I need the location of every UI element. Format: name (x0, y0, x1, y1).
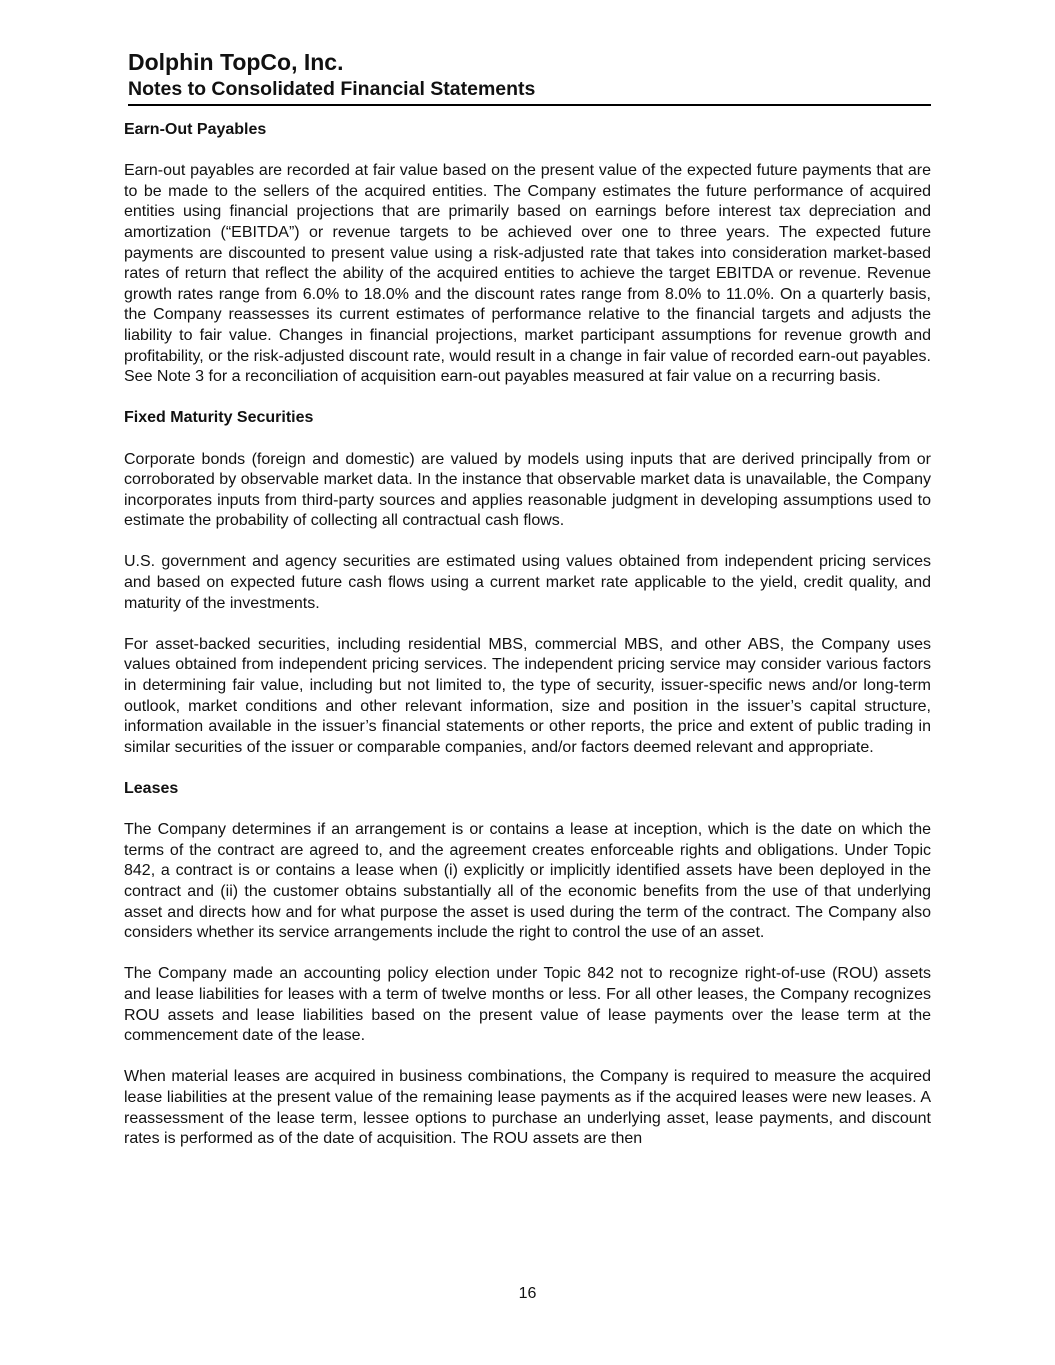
paragraph: Corporate bonds (foreign and domestic) are valued by models using inputs that are derived principally from or corroborated by observable market data. In the instance that observable market data is unavailable, the Company incorporates inputs from third-party sources and applies reasonable judgment in developing assumptions used to estimate the probability of collecting all contractual cash flows. (124, 450, 931, 530)
paragraph: For asset-backed securities, including residential MBS, commercial MBS, and other ABS, the Company uses values obtained from independent pricing services. The independent pricing service may consider various factors in determining fair value, including but not limited to, the type of security, issuer-specific news and/or long-term outlook, market conditions and other relevant information, size and position in the issuer’s capital structure, information available in the issuer’s financial statements or other reports, the price and extent of public trading in similar securities of the issuer or comparable companies, and/or factors deemed relevant and appropriate. (124, 635, 931, 756)
section-heading-leases: Leases (124, 780, 179, 797)
paragraph: Earn-out payables are recorded at fair value based on the present value of the expected future payments that are to be made to the sellers of the acquired entities. The Company estimates the future performance of acquired entities using financial projections that are primarily based on earnings before interest tax depreciation and amortization (“EBITDA”) or revenue targets to be achieved over one to three years. The expected future payments are discounted to present value using a risk-adjusted rate that takes into consideration market-based rates of return that reflect the ability of the acquired entities to achieve the target EBITDA or revenue. Revenue growth rates range from 6.0% to 18.0% and the discount rates range from 8.0% to 11.0%. On a quarterly basis, the Company reassesses its current estimates of performance relative to the financial targets and adjusts the liability to fair value. Changes in financial projections, market participant assumptions for revenue growth and profitability, or the risk-adjusted discount rate, would result in a change in fair value of recorded earn-out payables. See Note 3 for a reconciliation of acquisition earn-out payables measured at fair value on a recurring basis. (124, 162, 931, 386)
paragraph: When material leases are acquired in business combinations, the Company is required to measure the acquired lease liabilities at the present value of the remaining lease payments as if the acquired leases were new leases. A reassessment of the lease term, lessee options to purchase an underlying asset, lease payments, and discount rates is performed as of the date of acquisition. The ROU assets are then (124, 1068, 931, 1148)
paragraph: The Company determines if an arrangement is or contains a lease at inception, which is the date on which the terms of the contract are agreed to, and the agreement creates enforceable rights and obligations. Under Topic 842, a contract is or contains a lease when (i) explicitly or implicitly identified assets have been deployed in the contract and (ii) the customer obtains substantially all of the economic benefits from the use of that underlying asset and directs how and for what purpose the asset is used during the term of the contract. The Company also considers whether its service arrangements include the right to control the use of an asset. (124, 821, 931, 942)
section-heading-earn-out-payables: Earn-Out Payables (124, 121, 267, 138)
company-name: Dolphin TopCo, Inc. (128, 49, 344, 75)
page-number: 16 (518, 1285, 537, 1302)
document-body (124, 120, 931, 1170)
document-title: Notes to Consolidated Financial Statements (128, 78, 536, 100)
paragraph: U.S. government and agency securities are estimated using values obtained from independent pricing services and based on expected future cash flows using a current market rate applicable to the yield, credit quality, and maturity of the investments. (124, 553, 931, 612)
page-header (128, 48, 931, 106)
paragraph: The Company made an accounting policy election under Topic 842 not to recognize right-of-use (ROU) assets and lease liabilities for leases with a term of twelve months or less. For all other leases, the Company recognizes ROU assets and lease liabilities based on the present value of lease payments over the lease term at the commencement date of the lease. (124, 965, 931, 1045)
section-heading-fixed-maturity-securities: Fixed Maturity Securities (124, 409, 314, 427)
